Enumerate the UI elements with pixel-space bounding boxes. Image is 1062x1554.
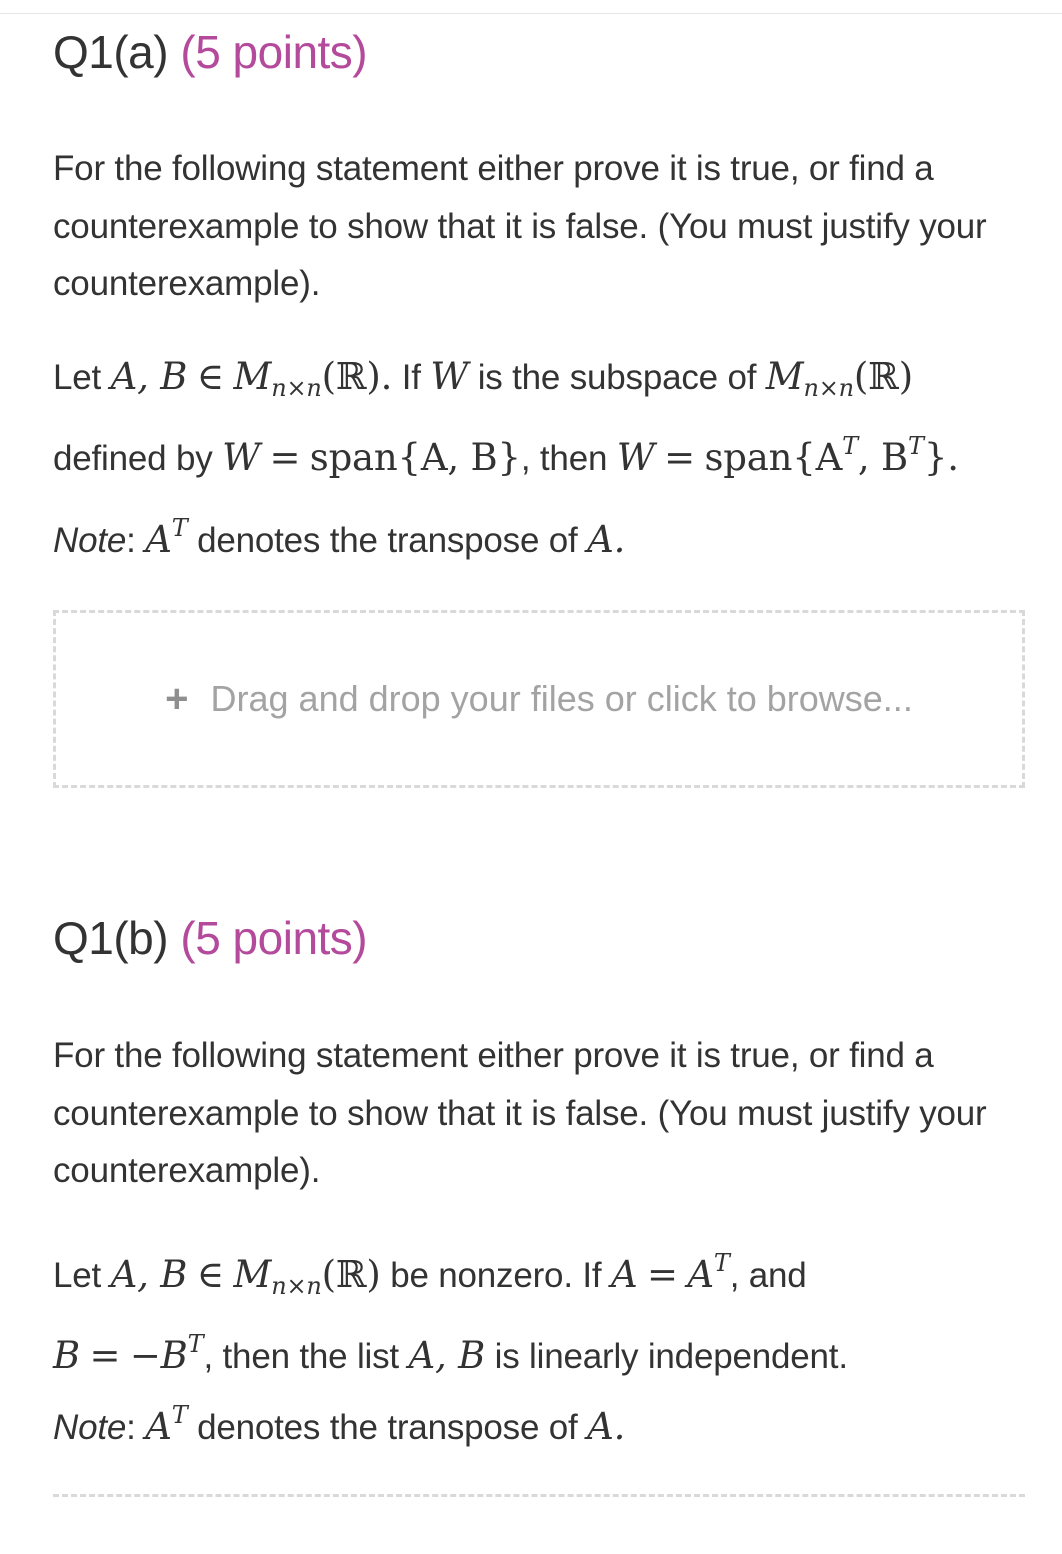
math-W: W	[430, 355, 469, 398]
math-A-end: A.	[587, 1405, 626, 1448]
math-W: W	[616, 435, 655, 479]
then-text: , then	[520, 438, 608, 478]
math-transpose-T: T	[171, 514, 188, 542]
and-text: , and	[729, 1256, 807, 1295]
plus-icon: +	[165, 677, 189, 721]
math-span-open: span{A	[704, 435, 843, 479]
math-span-close: }	[923, 435, 948, 479]
math-neg-B: −B	[129, 1333, 188, 1377]
math-n-by-n: n×n	[803, 374, 854, 402]
math-equals: =	[269, 435, 301, 479]
math-M: M	[765, 355, 804, 398]
math-transpose-T: T	[187, 1329, 204, 1358]
question-q1b	[53, 912, 1013, 964]
instructions-text: For the following statement either prove it is true, or find a counterexample to show that it is false. (You must justify your counterexample).	[53, 149, 987, 303]
math-reals: (ℝ)	[321, 1253, 381, 1296]
note-text	[53, 500, 1013, 570]
q1b-statement	[53, 1235, 1013, 1385]
if-word: If	[401, 358, 421, 397]
math-element-of: ∈	[196, 1253, 224, 1296]
note-text	[53, 1387, 1013, 1457]
lin-ind-text: is linearly independent.	[494, 1336, 848, 1376]
math-equals: =	[647, 1253, 678, 1296]
instructions-text: For the following statement either prove it is true, or find a counterexample to show that it is false. (You must justify your counterexample).	[53, 1036, 987, 1190]
math-transpose-T: T	[842, 431, 858, 460]
math-transpose-T: T	[171, 1401, 188, 1429]
math-A: A	[145, 518, 172, 561]
defined-by-text: defined by	[53, 438, 213, 478]
math-A: A	[610, 1253, 638, 1296]
upload-label: Drag and drop your files or click to browse...	[210, 678, 913, 719]
note-colon: :	[126, 1408, 136, 1447]
question-title	[53, 912, 1013, 964]
q1a-note	[53, 500, 1013, 570]
math-A-B: A, B	[110, 1253, 188, 1296]
math-transpose-T: T	[908, 431, 924, 460]
math-element-of: ∈	[196, 355, 224, 398]
math-equals: =	[664, 435, 695, 479]
math-transpose-T: T	[713, 1249, 730, 1277]
math-equals: =	[89, 1333, 121, 1377]
question-title	[53, 26, 1013, 78]
math-period: .	[380, 355, 393, 398]
math-n-by-n: n×n	[271, 1272, 322, 1300]
subspace-text: is the subspace of	[477, 358, 757, 397]
math-A: A	[145, 1405, 172, 1448]
note-label: Note	[53, 1408, 127, 1447]
q1a-instructions	[53, 140, 1013, 313]
math-M: M	[233, 1253, 272, 1296]
note-colon: :	[126, 521, 136, 560]
math-period: .	[947, 435, 959, 479]
math-A: A	[687, 1253, 714, 1296]
q1a-statement	[53, 348, 1013, 487]
file-upload-dropzone-2[interactable]	[53, 1494, 1025, 1554]
question-number: Q1(a)	[53, 26, 169, 78]
note-label: Note	[53, 521, 127, 560]
note-body: denotes the transpose of	[197, 521, 578, 560]
question-number: Q1(b)	[53, 912, 169, 964]
be-nonzero-text: be nonzero. If	[390, 1256, 602, 1295]
math-A-B: A, B	[408, 1333, 486, 1377]
then-list-text: , then the list	[203, 1336, 399, 1376]
math-span-A-B: span{A, B}	[309, 435, 521, 479]
math-n-by-n: n×n	[271, 374, 322, 402]
math-B: B	[53, 1333, 80, 1377]
question-points: (5 points)	[180, 912, 368, 964]
statement-text	[53, 348, 1013, 487]
file-upload-dropzone[interactable]	[53, 610, 1025, 788]
math-W: W	[222, 435, 260, 479]
top-divider	[0, 13, 1062, 14]
question-q1a	[53, 26, 1013, 78]
let-word: Let	[53, 1256, 102, 1295]
math-A-B: A, B	[110, 355, 188, 398]
let-word: Let	[53, 358, 102, 397]
question-points: (5 points)	[180, 26, 368, 78]
q1b-note	[53, 1387, 1013, 1457]
statement-text	[53, 1235, 1013, 1385]
q1b-instructions	[53, 1027, 1013, 1200]
note-body: denotes the transpose of	[197, 1408, 578, 1447]
math-span-mid: , B	[857, 435, 909, 479]
math-reals: (ℝ)	[321, 355, 381, 398]
math-reals: (ℝ)	[853, 355, 913, 398]
math-M: M	[233, 355, 272, 398]
math-A-end: A.	[587, 518, 626, 561]
